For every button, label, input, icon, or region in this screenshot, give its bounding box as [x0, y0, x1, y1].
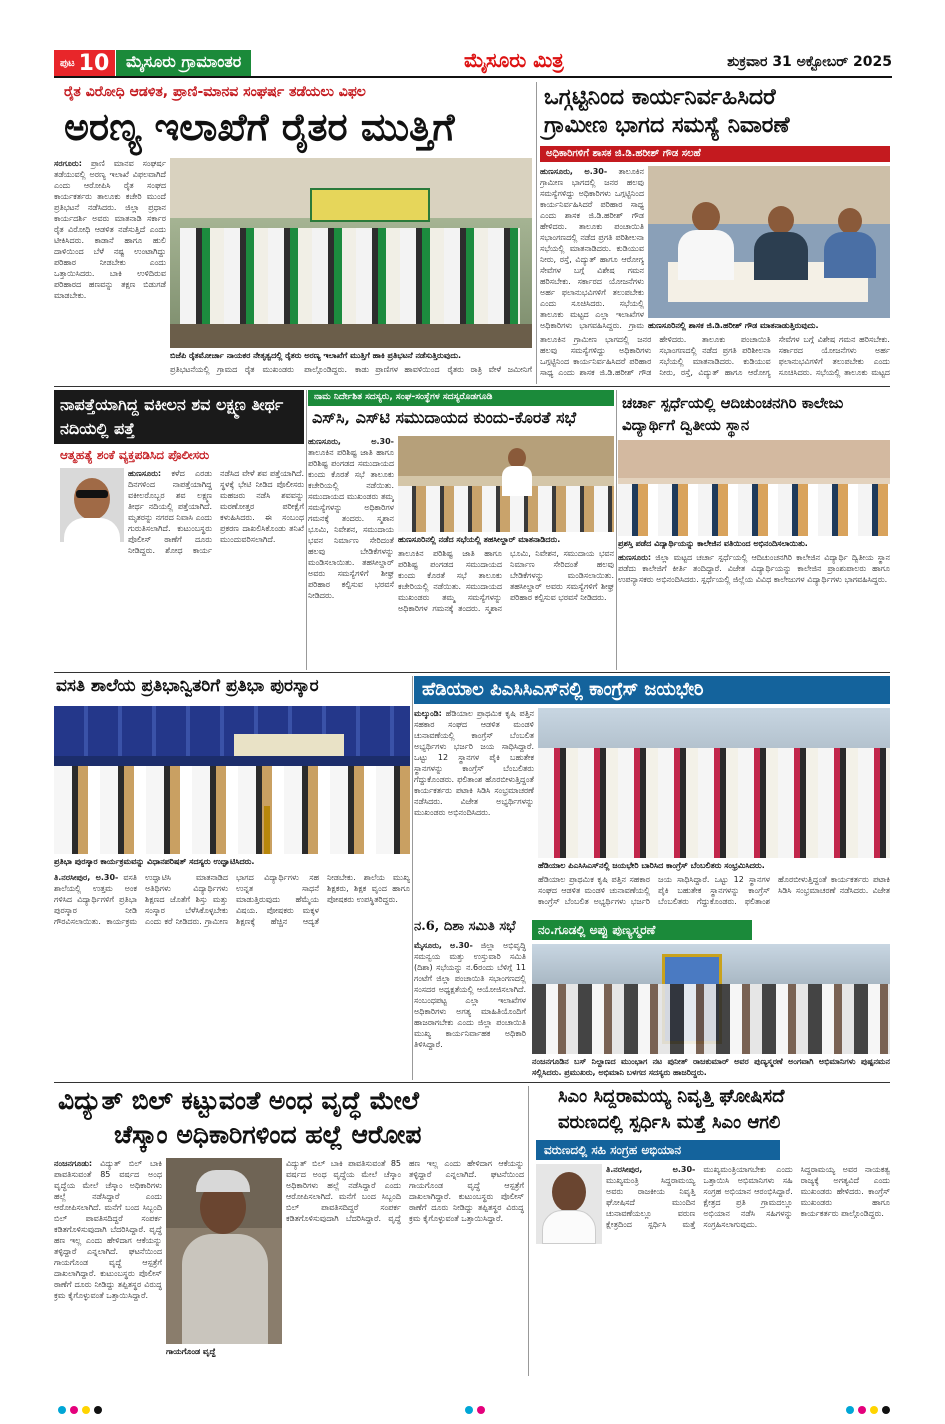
- story11-kicker: ವರುಣದಲ್ಲಿ ಸಹಿ ಸಂಗ್ರಹ ಅಭಿಯಾನ: [536, 1140, 780, 1160]
- story10-body-left: ನಂಜನಗೂಡು: ವಿದ್ಯುತ್ ಬಿಲ್ ಬಾಕಿ ಪಾವತಿಸುವಂತೆ 85 ವರ್ಷದ ಅಂಧ ವೃದ್ಧೆಯ ಮೇಲೆ ಚೆಸ್ಕಾಂ ಅಧಿಕಾರಿಗಳು ಹಲ್ಲೆ ನಡೆಸಿದ್ದಾರೆ ಎಂದು ಆರೋಪಿಸಲಾಗಿದೆ. ಮನೆಗೆ ಬಂದ ಸಿಬ್ಬಂದಿ ಬಿಲ್ ಪಾವತಿಸದಿದ್ದರೆ ಸಂಪರ್ಕ ಕಡಿತಗೊಳಿಸುವುದಾಗಿ ಬೆದರಿಸಿದ್ದಾರೆ. ವೃದ್ಧೆ ಹಣ ಇಲ್ಲ ಎಂದು ಹೇಳಿದಾಗ ಆಕೆಯನ್ನು ತಳ್ಳಿದ್ದಾರೆ ಎನ್ನಲಾಗಿದೆ. ಘಟನೆಯಿಂದ ಗಾಯಗೊಂಡ ವೃದ್ಧೆ ಆಸ್ಪತ್ರೆಗೆ ದಾಖಲಾಗಿದ್ದಾರೆ. ಕುಟುಂಬಸ್ಥರು ಪೊಲೀಸ್ ಠಾಣೆಗೆ ದೂರು ನೀಡಿದ್ದು ತಪ್ಪಿತಸ್ಥರ ವಿರುದ್ಧ ಕ್ರಮ ಕೈಗೊಳ್ಳುವಂತೆ ಒತ್ತಾಯಿಸಿದ್ದಾರೆ.: [54, 1159, 162, 1300]
- registration-mark: [477, 1406, 485, 1414]
- registration-mark: [870, 1406, 878, 1414]
- story8-body: ಮೈಸೂರು, ಅ.30- ಜಿಲ್ಲಾ ಅಭಿವೃದ್ಧಿ ಸಮನ್ವಯ ಮತ್ತು ಉಸ್ತುವಾರಿ ಸಮಿತಿ (ದಿಶಾ) ಸಭೆಯನ್ನು ನ.6ರಂದು ಬೆಳಿಗ್ಗೆ 11 ಗಂಟೆಗೆ ಜಿಲ್ಲಾ ಪಂಚಾಯಿತಿ ಸಭಾಂಗಣದಲ್ಲಿ ಸಂಸದರ ಅಧ್ಯಕ್ಷತೆಯಲ್ಲಿ ಆಯೋಜಿಸಲಾಗಿದೆ. ಸಂಬಂಧಪಟ್ಟ ಎಲ್ಲಾ ಇಲಾಖೆಗಳ ಅಧಿಕಾರಿಗಳು ಅಗತ್ಯ ಮಾಹಿತಿಯೊಂದಿಗೆ ಹಾಜರಾಗಬೇಕು ಎಂದು ಜಿಲ್ಲಾ ಪಂಚಾಯಿತಿ ಮುಖ್ಯ ಕಾರ್ಯನಿರ್ವಾಹಕ ಅಧಿಕಾರಿ ತಿಳಿಸಿದ್ದಾರೆ.: [414, 941, 526, 1049]
- story-forest-protest: [54, 82, 532, 384]
- story10-body-cols: ವಿದ್ಯುತ್ ಬಿಲ್ ಬಾಕಿ ಪಾವತಿಸುವಂತೆ 85 ವರ್ಷದ ಅಂಧ ವೃದ್ಧೆಯ ಮೇಲೆ ಚೆಸ್ಕಾಂ ಅಧಿಕಾರಿಗಳು ಹಲ್ಲೆ ನಡೆಸಿದ್ದಾರೆ ಎಂದು ಆರೋಪಿಸಲಾಗಿದೆ. ಮನೆಗೆ ಬಂದ ಸಿಬ್ಬಂದಿ ಬಿಲ್ ಪಾವತಿಸದಿದ್ದರೆ ಸಂಪರ್ಕ ಕಡಿತಗೊಳಿಸುವುದಾಗಿ ಬೆದರಿಸಿದ್ದಾರೆ. ವೃದ್ಧೆ ಹಣ ಇಲ್ಲ ಎಂದು ಹೇಳಿದಾಗ ಆಕೆಯನ್ನು ತಳ್ಳಿದ್ದಾರೆ ಎನ್ನಲಾಗಿದೆ. ಘಟನೆಯಿಂದ ಗಾಯಗೊಂಡ ವೃದ್ಧೆ ಆಸ್ಪತ್ರೆಗೆ ದಾಖಲಾಗಿದ್ದಾರೆ. ಕುಟುಂಬಸ್ಥರು ಪೊಲೀಸ್ ಠಾಣೆಗೆ ದೂರು ನೀಡಿದ್ದು ತಪ್ಪಿತಸ್ಥರ ವಿರುದ್ಧ ಕ್ರಮ ಕೈಗೊಳ್ಳುವಂತೆ ಒತ್ತಾಯಿಸಿದ್ದಾರೆ.: [286, 1159, 524, 1223]
- story7-photo: [538, 708, 890, 858]
- divider: [412, 676, 413, 1080]
- story2-body-cols: ತಾಲೂಕಿನ ಗ್ರಾಮೀಣ ಭಾಗದಲ್ಲಿ ಜನರ ಹಲವು ಸಮಸ್ಯೆಗಳಿದ್ದು ಅಧಿಕಾರಿಗಳು ಒಗ್ಗಟ್ಟಿನಿಂದ ಕಾರ್ಯನಿರ್ವಹಿಸಿದರೆ ಪರಿಹಾರ ಸಾಧ್ಯ ಎಂದು ಶಾಸಕ ಜಿ.ಡಿ.ಹರೀಶ್ ಗೌಡ ಹೇಳಿದರು. ತಾಲೂಕು ಪಂಚಾಯಿತಿ ಸಭಾಂಗಣದಲ್ಲಿ ನಡೆದ ಪ್ರಗತಿ ಪರಿಶೀಲನಾ ಸಭೆಯಲ್ಲಿ ಮಾತನಾಡಿದರು. ಕುಡಿಯುವ ನೀರು, ರಸ್ತೆ, ವಿದ್ಯುತ್ ಹಾಗೂ ಆರೋಗ್ಯ ಸೇವೆಗಳ ಬಗ್ಗೆ ವಿಶೇಷ ಗಮನ ಹರಿಸಬೇಕು. ಸರ್ಕಾರದ ಯೋಜನೆಗಳು ಅರ್ಹ ಫಲಾನುಭವಿಗಳಿಗೆ ತಲುಪಬೇಕು ಎಂದು ಸೂಚಿಸಿದರು. ಸಭೆಯಲ್ಲಿ ತಾಲೂಕು ಮಟ್ಟದ: [540, 335, 890, 377]
- divider: [54, 1082, 890, 1083]
- story9-headline: ನಂ.ಗೂಡಲ್ಲಿ ಅಪ್ಪು ಪುಣ್ಯಸ್ಮರಣೆ: [532, 920, 752, 940]
- story5-body: ಹುಣಸೂರು: ಜಿಲ್ಲಾ ಮಟ್ಟದ ಚರ್ಚಾ ಸ್ಪರ್ಧೆಯಲ್ಲಿ ಆದಿಚುಂಚನಗಿರಿ ಕಾಲೇಜಿನ ವಿದ್ಯಾರ್ಥಿ ದ್ವಿತೀಯ ಸ್ಥಾನ ಪಡೆದು ಕಾಲೇಜಿಗೆ ಕೀರ್ತಿ ತಂದಿದ್ದಾರೆ. ವಿಜೇತ ವಿದ್ಯಾರ್ಥಿಯನ್ನು ಕಾಲೇಜಿನ ಪ್ರಾಂಶುಪಾಲರು ಹಾಗೂ ಉಪನ್ಯಾಸಕರು ಅಭಿನಂದಿಸಿದರು. ಸ್ಪರ್ಧೆಯಲ್ಲಿ ಜಿಲ್ಲೆಯ ವಿವಿಧ ಕಾಲೇಜುಗಳ ವಿದ್ಯಾರ್ಥಿಗಳು ಭಾಗವಹಿಸಿದ್ದರು.: [618, 553, 890, 584]
- section-name: ಮೈಸೂರು ಗ್ರಾಮಾಂತರ: [116, 50, 251, 76]
- story6-caption: ಪ್ರತಿಭಾ ಪುರಸ್ಕಾರ ಕಾರ್ಯಕ್ರಮವನ್ನು ವಿಧಾನಪರಿಷತ್ ಸದಸ್ಯರು ಉದ್ಘಾಟಿಸಿದರು.: [54, 856, 410, 867]
- story2-kicker: ಅಧಿಕಾರಿಗಳಿಗೆ ಶಾಸಕ ಜಿ.ಡಿ.ಹರೀಶ್ ಗೌಡ ಸಲಹೆ: [540, 146, 890, 162]
- story11-body: ತಿ.ನರಸೀಪುರ, ಅ.30- ಮುಖ್ಯಮಂತ್ರಿ ಸಿದ್ದರಾಮಯ್ಯ ಅವರು ರಾಜಕೀಯ ನಿವೃತ್ತಿ ಘೋಷಿಸದೆ ಮುಂದಿನ ಚುನಾವಣೆಯಲ್ಲೂ ವರುಣ ಕ್ಷೇತ್ರದಿಂದ ಸ್ಪರ್ಧಿಸಿ ಮತ್ತೆ ಮುಖ್ಯಮಂತ್ರಿಯಾಗಬೇಕು ಎಂದು ಒತ್ತಾಯಿಸಿ ಅಭಿಮಾನಿಗಳು ಸಹಿ ಸಂಗ್ರಹ ಅಭಿಯಾನ ಆರಂಭಿಸಿದ್ದಾರೆ. ಕ್ಷೇತ್ರದ ಪ್ರತಿ ಗ್ರಾಮದಲ್ಲೂ ಅಭಿಯಾನ ನಡೆಸಿ ಸಹಿಗಳನ್ನು ಸಂಗ್ರಹಿಸಲಾಗುವುದು. ಸಿದ್ದರಾಮಯ್ಯ ಅವರ ನಾಯಕತ್ವ ರಾಜ್ಯಕ್ಕೆ ಅಗತ್ಯವಿದೆ ಎಂದು ಮುಖಂಡರು ಹೇಳಿದರು. ಕಾಂಗ್ರೆಸ್ ಮುಖಂಡರು ಹಾಗೂ ಕಾರ್ಯಕರ್ತರು ಪಾಲ್ಗೊಂಡಿದ್ದರು.: [606, 1165, 890, 1229]
- story7-body-cols: ಹೆಡಿಯಾಲ ಪ್ರಾಥಮಿಕ ಕೃಷಿ ಪತ್ತಿನ ಸಹಕಾರ ಸಂಘದ ಆಡಳಿತ ಮಂಡಳಿ ಚುನಾವಣೆಯಲ್ಲಿ ಕಾಂಗ್ರೆಸ್ ಬೆಂಬಲಿತ ಅಭ್ಯರ್ಥಿಗಳು ಭರ್ಜರಿ ಜಯ ಸಾಧಿಸಿದ್ದಾರೆ. ಒಟ್ಟು 12 ಸ್ಥಾನಗಳ ಪೈಕಿ ಬಹುತೇಕ ಸ್ಥಾನಗಳನ್ನು ಕಾಂಗ್ರೆಸ್ ಬೆಂಬಲಿತರು ಗೆದ್ದುಕೊಂಡರು. ಫಲಿತಾಂಶ ಹೊರಬೀಳುತ್ತಿದ್ದಂತೆ ಕಾರ್ಯಕರ್ತರು ಪಟಾಕಿ ಸಿಡಿಸಿ ಸಂಭ್ರಮಾಚರಣೆ ನಡೆಸಿದರು. ವಿಜೇತ: [538, 875, 890, 906]
- story-lawyer-found: [54, 390, 304, 670]
- story-debate-win: [618, 390, 890, 670]
- divider: [54, 386, 890, 387]
- story4-caption: ಹುಣಸೂರಿನಲ್ಲಿ ನಡೆದ ಸಭೆಯಲ್ಲಿ ತಹಸೀಲ್ದಾರ್ ಮಾತನಾಡಿದರು.: [398, 534, 614, 545]
- registration-mark: [882, 1406, 890, 1414]
- story1-photo: [170, 158, 532, 348]
- story11-headline-line1: ಸಿಎಂ ಸಿದ್ದರಾಮಯ್ಯ ನಿವೃತ್ತಿ ಘೋಷಿಸದೆ: [558, 1086, 785, 1107]
- story-scst-meeting: [308, 390, 614, 670]
- story2-body-left: ಹುಣಸೂರು, ಅ.30- ತಾಲೂಕಿನ ಗ್ರಾಮೀಣ ಭಾಗದಲ್ಲಿ ಜನರ ಹಲವು ಸಮಸ್ಯೆಗಳಿದ್ದು ಅಧಿಕಾರಿಗಳು ಒಗ್ಗಟ್ಟಿನಿಂದ ಕಾರ್ಯನಿರ್ವಹಿಸಿದರೆ ಪರಿಹಾರ ಸಾಧ್ಯ ಎಂದು ಶಾಸಕ ಜಿ.ಡಿ.ಹರೀಶ್ ಗೌಡ ಹೇಳಿದರು. ತಾಲೂಕು ಪಂಚಾಯಿತಿ ಸಭಾಂಗಣದಲ್ಲಿ ನಡೆದ ಪ್ರಗತಿ ಪರಿಶೀಲನಾ ಸಭೆಯಲ್ಲಿ ಮಾತನಾಡಿದರು. ಕುಡಿಯುವ ನೀರು, ರಸ್ತೆ, ವಿದ್ಯುತ್ ಹಾಗೂ ಆರೋಗ್ಯ ಸೇವೆಗಳ ಬಗ್ಗೆ ವಿಶೇಷ ಗಮನ ಹರಿಸಬೇಕು. ಸರ್ಕಾರದ ಯೋಜನೆಗಳು ಅರ್ಹ ಫಲಾನುಭವಿಗಳಿಗೆ ತಲುಪಬೇಕು ಎಂದು ಸೂಚಿಸಿದರು. ಸಭೆಯಲ್ಲಿ ತಾಲೂಕು ಮಟ್ಟದ ಎಲ್ಲಾ ಇಲಾಖೆಗಳ ಅಧಿಕಾರಿಗಳು ಭಾಗವಹಿಸಿದ್ದರು. ಗ್ರಾಮ: [540, 167, 644, 330]
- story4-photo: [398, 436, 614, 532]
- issue-date: ಶುಕ್ರವಾರ 31 ಅಕ್ಟೋಬರ್ 2025: [727, 54, 892, 70]
- story4-headline: ಎಸ್‌ಸಿ, ಎಸ್‌ಟಿ ಸಮುದಾಯದ ಕುಂದು-ಕೊರತೆ ಸಭೆ: [312, 408, 577, 427]
- story9-caption: ನಂಜನಗೂಡಿನ ಬಸ್ ನಿಲ್ದಾಣದ ಮುಂಭಾಗ ನಟ ಪುನೀತ್ ರಾಜಕುಮಾರ್ ಅವರ ಪುಣ್ಯಸ್ಮರಣೆ ಅಂಗವಾಗಿ ಅಭಿಮಾನಿಗಳು ಪುಷ್ಪನಮನ ಸಲ್ಲಿಸಿದರು. ಪ್ರಮುಖರು, ಅಭಿಮಾನಿ ಬಳಗದ ಸದಸ್ಯರು ಹಾಜರಿದ್ದರು.: [532, 1057, 890, 1077]
- story3-kicker: ಆತ್ಮಹತ್ಯೆ ಶಂಕೆ ವ್ಯಕ್ತಪಡಿಸಿದ ಪೊಲೀಸರು: [60, 448, 210, 462]
- divider: [306, 390, 307, 670]
- divider: [54, 672, 890, 673]
- story-mla-advice: [540, 82, 890, 384]
- story-appu-remembrance: [532, 920, 890, 1080]
- story7-headline: ಹೆಡಿಯಾಲ ಪಿಎಸಿಸಿಎಸ್‌ನಲ್ಲಿ ಕಾಂಗ್ರೆಸ್ ಜಯಭೇರಿ: [414, 676, 890, 704]
- story4-kicker: ನಾಮ ನಿರ್ದೇಶಿತ ಸದಸ್ಯರು, ಸಂಘ-ಸಂಸ್ಥೆಗಳ ಸದಸ್ಯರೊಡಗೂಡಿ: [308, 390, 614, 406]
- registration-mark: [82, 1406, 90, 1414]
- registration-mark: [465, 1406, 473, 1414]
- registration-mark: [70, 1406, 78, 1414]
- story5-caption: ಪ್ರಶಸ್ತಿ ಪಡೆದ ವಿದ್ಯಾರ್ಥಿಯನ್ನು ಕಾಲೇಜಿನ ವತಿಯಿಂದ ಅಭಿನಂದಿಸಲಾಯಿತು.: [618, 538, 890, 549]
- story9-photo: [532, 944, 890, 1054]
- story6-photo: [54, 706, 410, 854]
- story-cm-varuna: [530, 1086, 890, 1376]
- story2-photo: [648, 166, 890, 318]
- divider: [616, 390, 617, 670]
- registration-mark: [94, 1406, 102, 1414]
- story10-headline-line1: ವಿದ್ಯುತ್ ಬಿಲ್ ಕಟ್ಟುವಂತೆ ಅಂಧ ವೃದ್ಧೆ ಮೇಲೆ: [58, 1086, 419, 1115]
- page-label: ಪುಟ: [60, 57, 75, 69]
- story6-body: ತಿ.ನರಸೀಪುರ, ಅ.30- ವಸತಿ ಶಾಲೆಯಲ್ಲಿ ಉತ್ತಮ ಅಂಕ ಗಳಿಸಿದ ವಿದ್ಯಾರ್ಥಿಗಳಿಗೆ ಪ್ರತಿಭಾ ಪುರಸ್ಕಾರ ನೀಡಿ ಗೌರವಿಸಲಾಯಿತು. ಕಾರ್ಯಕ್ರಮ ಉದ್ಘಾಟಿಸಿ ಮಾತನಾಡಿದ ಅತಿಥಿಗಳು ವಿದ್ಯಾರ್ಥಿಗಳು ಶಿಕ್ಷಣದ ಜೊತೆಗೆ ಶಿಸ್ತು ಮತ್ತು ಸಂಸ್ಕಾರ ಬೆಳೆಸಿಕೊಳ್ಳಬೇಕು ಎಂದು ಕರೆ ನೀಡಿದರು. ಗ್ರಾಮೀಣ ಭಾಗದ ವಿದ್ಯಾರ್ಥಿಗಳು ಸಹ ಉನ್ನತ ಸಾಧನೆ ಮಾಡುತ್ತಿರುವುದು ಹೆಮ್ಮೆಯ ವಿಷಯ. ಪೋಷಕರು ಮಕ್ಕಳ ಶಿಕ್ಷಣಕ್ಕೆ ಹೆಚ್ಚಿನ ಆದ್ಯತೆ ನೀಡಬೇಕು. ಶಾಲೆಯ ಮುಖ್ಯ ಶಿಕ್ಷಕರು, ಶಿಕ್ಷಕ ವೃಂದ ಹಾಗೂ ಪೋಷಕರು ಉಪಸ್ಥಿತರಿದ್ದರು.: [54, 873, 410, 926]
- story3-headline: ನಾಪತ್ತೆಯಾಗಿದ್ದ ವಕೀಲನ ಶವ ಲಕ್ಷ್ಮಣ ತೀರ್ಥ ನದಿಯಲ್ಲಿ ಪತ್ತೆ: [54, 390, 304, 444]
- story1-body-cols: ಪ್ರತಿಭಟನೆಯಲ್ಲಿ ಗ್ರಾಮದ ರೈತ ಮುಖಂಡರು ಪಾಲ್ಗೊಂಡಿದ್ದರು. ಕಾಡು ಪ್ರಾಣಿಗಳ ಹಾವಳಿಯಿಂದ ರೈತರು ರಾತ್ರಿ ವೇಳೆ ಜಮೀನಿಗೆ: [170, 365, 532, 374]
- story5-headline: ಚರ್ಚಾ ಸ್ಪರ್ಧೆಯಲ್ಲಿ ಆದಿಚುಂಚನಗಿರಿ ಕಾಲೇಜು ವಿದ್ಯಾರ್ಥಿಗೆ ದ್ವಿತೀಯ ಸ್ಥಾನ: [622, 394, 844, 434]
- story11-headline-line2: ವರುಣದಲ್ಲಿ ಸ್ಪರ್ಧಿಸಿ ಮತ್ತೆ ಸಿಎಂ ಆಗಲಿ: [558, 1112, 781, 1133]
- story2-headline-line1: ಒಗ್ಗಟ್ಟಿನಿಂದ ಕಾರ್ಯನಿರ್ವಹಿಸಿದರೆ: [544, 84, 776, 110]
- paper-logo: ಮೈಸೂರು ಮಿತ್ರ: [464, 48, 564, 72]
- story10-photo: [166, 1158, 282, 1344]
- story1-caption: ಬಿಜೆಪಿ ರೈತಮೋರ್ಚಾ ನಾಯಕರ ನೇತೃತ್ವದಲ್ಲಿ ರೈತರು ಅರಣ್ಯ ಇಲಾಖೆಗೆ ಮುತ್ತಿಗೆ ಹಾಕಿ ಪ್ರತಿಭಟನೆ ನಡೆಸುತ್ತಿರುವುದು.: [170, 350, 532, 361]
- registration-mark: [846, 1406, 854, 1414]
- story-talent-award: [54, 676, 410, 1080]
- story7-body-left: ಮಲ್ಕುಂಡಿ: ಹೆಡಿಯಾಲ ಪ್ರಾಥಮಿಕ ಕೃಷಿ ಪತ್ತಿನ ಸಹಕಾರ ಸಂಘದ ಆಡಳಿತ ಮಂಡಳಿ ಚುನಾವಣೆಯಲ್ಲಿ ಕಾಂಗ್ರೆಸ್ ಬೆಂಬಲಿತ ಅಭ್ಯರ್ಥಿಗಳು ಭರ್ಜರಿ ಜಯ ಸಾಧಿಸಿದ್ದಾರೆ. ಒಟ್ಟು 12 ಸ್ಥಾನಗಳ ಪೈಕಿ ಬಹುತೇಕ ಸ್ಥಾನಗಳನ್ನು ಕಾಂಗ್ರೆಸ್ ಬೆಂಬಲಿತರು ಗೆದ್ದುಕೊಂಡರು. ಫಲಿತಾಂಶ ಹೊರಬೀಳುತ್ತಿದ್ದಂತೆ ಕಾರ್ಯಕರ್ತರು ಪಟಾಕಿ ಸಿಡಿಸಿ ಸಂಭ್ರಮಾಚರಣೆ ನಡೆಸಿದರು. ವಿಜೇತ ಅಭ್ಯರ್ಥಿಗಳನ್ನು ಮುಖಂಡರು ಅಭಿನಂದಿಸಿದರು.: [414, 709, 534, 817]
- story8-headline: ನ.6, ದಿಶಾ ಸಮಿತಿ ಸಭೆ: [414, 920, 516, 934]
- registration-mark: [858, 1406, 866, 1414]
- story10-caption: ಗಾಯಗೊಂಡ ವೃದ್ಧೆ: [166, 1346, 282, 1357]
- story5-photo: [618, 440, 890, 536]
- story1-kicker: ರೈತ ವಿರೋಧಿ ಆಡಳಿತ, ಪ್ರಾಣಿ-ಮಾನವ ಸಂಘರ್ಷ ತಡೆಯಲು ವಿಫಲ: [64, 84, 366, 100]
- page-number: 10: [78, 50, 110, 76]
- story4-body-left: ಹುಣಸೂರು, ಅ.30- ತಾಲೂಕಿನ ಪರಿಶಿಷ್ಟ ಜಾತಿ ಹಾಗೂ ಪರಿಶಿಷ್ಟ ಪಂಗಡದ ಸಮುದಾಯದ ಕುಂದು ಕೊರತೆ ಸಭೆ ತಾಲೂಕು ಕಚೇರಿಯಲ್ಲಿ ನಡೆಯಿತು. ಸಮುದಾಯದ ಮುಖಂಡರು ತಮ್ಮ ಸಮಸ್ಯೆಗಳನ್ನು ಅಧಿಕಾರಿಗಳ ಗಮನಕ್ಕೆ ತಂದರು. ಸ್ಮಶಾನ ಭೂಮಿ, ನಿವೇಶನ, ಸಮುದಾಯ ಭವನ ನಿರ್ಮಾಣ ಸೇರಿದಂತೆ ಹಲವು ಬೇಡಿಕೆಗಳನ್ನು ಮಂಡಿಸಲಾಯಿತು. ತಹಸೀಲ್ದಾರ್ ಅವರು ಸಮಸ್ಯೆಗಳಿಗೆ ಶೀಘ್ರ ಪರಿಹಾರ ಕಲ್ಪಿಸುವ ಭರವಸೆ ನೀಡಿದರು.: [308, 437, 394, 600]
- story-disha-meeting: [414, 920, 526, 1080]
- story4-body-cols: ತಾಲೂಕಿನ ಪರಿಶಿಷ್ಟ ಜಾತಿ ಹಾಗೂ ಪರಿಶಿಷ್ಟ ಪಂಗಡದ ಸಮುದಾಯದ ಕುಂದು ಕೊರತೆ ಸಭೆ ತಾಲೂಕು ಕಚೇರಿಯಲ್ಲಿ ನಡೆಯಿತು. ಸಮುದಾಯದ ಮುಖಂಡರು ತಮ್ಮ ಸಮಸ್ಯೆಗಳನ್ನು ಅಧಿಕಾರಿಗಳ ಗಮನಕ್ಕೆ ತಂದರು. ಸ್ಮಶಾನ ಭೂಮಿ, ನಿವೇಶನ, ಸಮುದಾಯ ಭವನ ನಿರ್ಮಾಣ ಸೇರಿದಂತೆ ಹಲವು ಬೇಡಿಕೆಗಳನ್ನು ಮಂಡಿಸಲಾಯಿತು. ತಹಸೀಲ್ದಾರ್ ಅವರು ಸಮಸ್ಯೆಗಳಿಗೆ ಶೀಘ್ರ ಪರಿಹಾರ ಕಲ್ಪಿಸುವ ಭರವಸೆ ನೀಡಿದರು.: [398, 549, 614, 613]
- story-cescom-assault: [54, 1086, 524, 1376]
- story10-headline-line2: ಚೆಸ್ಕಾಂ ಅಧಿಕಾರಿಗಳಿಂದ ಹಲ್ಲೆ ಆರೋಪ: [114, 1120, 422, 1149]
- story7-caption: ಹೆಡಿಯಾಲ ಪಿಎಸಿಸಿಎಸ್‌ನಲ್ಲಿ ಜಯಭೇರಿ ಬಾರಿಸಿದ ಕಾಂಗ್ರೆಸ್ ಬೆಂಬಲಿತರು ಸಂಭ್ರಮಿಸಿದರು.: [538, 860, 890, 871]
- story3-body: ಹುಣಸೂರು: ಕಳೆದ ಎರಡು ದಿನಗಳಿಂದ ನಾಪತ್ತೆಯಾಗಿದ್ದ ವಕೀಲರೊಬ್ಬರ ಶವ ಲಕ್ಷ್ಮಣ ತೀರ್ಥ ನದಿಯಲ್ಲಿ ಪತ್ತೆಯಾಗಿದೆ. ಮೃತರನ್ನು ನಗರದ ನಿವಾಸಿ ಎಂದು ಗುರುತಿಸಲಾಗಿದೆ. ಕುಟುಂಬಸ್ಥರು ಪೊಲೀಸ್ ಠಾಣೆಗೆ ದೂರು ನೀಡಿದ್ದರು. ಶೋಧ ಕಾರ್ಯ ನಡೆಸಿದ ವೇಳೆ ಶವ ಪತ್ತೆಯಾಗಿದೆ. ಸ್ಥಳಕ್ಕೆ ಭೇಟಿ ನೀಡಿದ ಪೊಲೀಸರು ಮಹಜರು ನಡೆಸಿ ಶವವನ್ನು ಮರಣೋತ್ತರ ಪರೀಕ್ಷೆಗೆ ಕಳುಹಿಸಿದರು. ಈ ಸಂಬಂಧ ಪ್ರಕರಣ ದಾಖಲಿಸಿಕೊಂಡು ತನಿಖೆ ಮುಂದುವರಿಸಲಾಗಿದೆ.: [128, 469, 304, 555]
- story1-headline: ಅರಣ್ಯ ಇಲಾಖೆಗೆ ರೈತರ ಮುತ್ತಿಗೆ: [64, 104, 455, 149]
- divider: [528, 1086, 529, 1376]
- masthead: [54, 48, 892, 78]
- divider: [536, 82, 537, 384]
- story2-headline-line2: ಗ್ರಾಮೀಣ ಭಾಗದ ಸಮಸ್ಯೆ ನಿವಾರಣೆ: [544, 112, 790, 138]
- story2-caption: ಹುಣಸೂರಿನಲ್ಲಿ ಶಾಸಕ ಜಿ.ಡಿ.ಹರೀಶ್ ಗೌಡ ಮಾತನಾಡುತ್ತಿರುವುದು.: [648, 320, 890, 331]
- story-pacs-win: [414, 676, 890, 916]
- page-number-badge: [54, 50, 115, 76]
- registration-mark: [58, 1406, 66, 1414]
- story1-body-left: ಸರಗೂರು: ಪ್ರಾಣಿ ಮಾನವ ಸಂಘರ್ಷ ತಡೆಯುವಲ್ಲಿ ಅರಣ್ಯ ಇಲಾಖೆ ವಿಫಲವಾಗಿದೆ ಎಂದು ಆರೋಪಿಸಿ ರೈತ ಸಂಘದ ಕಾರ್ಯಕರ್ತರು ತಾಲೂಕು ಕಚೇರಿ ಮುಂದೆ ಪ್ರತಿಭಟನೆ ನಡೆಸಿದರು. ಜಿಲ್ಲಾ ಪ್ರಧಾನ ಕಾರ್ಯದರ್ಶಿ ಅವರು ಮಾತನಾಡಿ ಸರ್ಕಾರ ರೈತ ವಿರೋಧಿ ಆಡಳಿತ ನಡೆಸುತ್ತಿದೆ ಎಂದು ಟೀಕಿಸಿದರು. ಕಾಡಾನೆ ಹಾಗೂ ಹುಲಿ ದಾಳಿಯಿಂದ ಬೆಳೆ ನಷ್ಟ ಉಂಟಾಗಿದ್ದು ಪರಿಹಾರ ನೀಡಬೇಕು ಎಂದು ಒತ್ತಾಯಿಸಿದರು. ಬಾಕಿ ಉಳಿದಿರುವ ಪರಿಹಾರದ ಹಣವನ್ನು ತಕ್ಷಣ ಬಿಡುಗಡೆ ಮಾಡಬೇಕು.: [54, 159, 166, 300]
- story6-headline: ವಸತಿ ಶಾಲೆಯ ಪ್ರತಿಭಾನ್ವಿತರಿಗೆ ಪ್ರತಿಭಾ ಪುರಸ್ಕಾರ: [56, 676, 319, 696]
